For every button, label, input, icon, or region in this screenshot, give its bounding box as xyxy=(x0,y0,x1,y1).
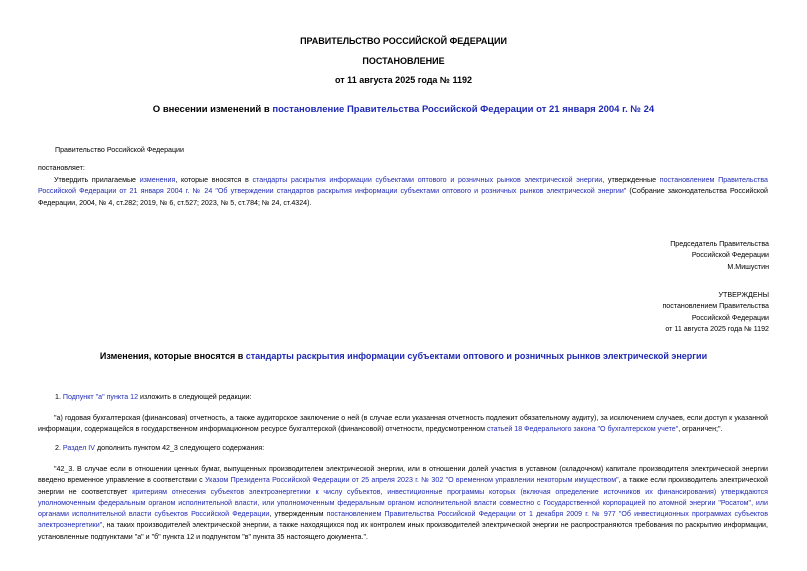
p1-text-a: Утвердить прилагаемые xyxy=(54,176,140,184)
issuer: Правительство Российской Федерации xyxy=(55,146,184,154)
approval-block xyxy=(662,290,769,335)
signature-title: Председатель Правительства xyxy=(670,240,769,248)
standards-link[interactable]: стандарты раскрытия информации субъектами оптового и розничных рынков электрической энергии xyxy=(252,176,603,184)
item-2-link[interactable]: Раздел IV xyxy=(62,444,96,452)
item-2-quote-d: , на таких производителей электрической энергии, а также находящихся под их контролем иных производителей электрической энергии не распространяются требования по раскрытию информации, установленные подпунктами "а" и "б" пункта 12 и подпунктом "в" пункта 35 настоящего документа.". xyxy=(38,521,768,541)
item-1-text: изложить в следующей редакции: xyxy=(138,393,252,401)
approval-date: от 11 августа 2025 года № 1192 xyxy=(665,324,769,333)
p1-text-d: (Собрание законодательства Российской Федерации, 2004, № 4, ст.282; 2019, № 6, ст.527; 2023, № 5, ст.784; № 24, ст.4324). xyxy=(38,187,769,207)
accounting-law-link[interactable]: статьей 18 Федерального закона "О бухгалтерском учете" xyxy=(486,425,679,434)
approval-line-2: постановлением Правительства xyxy=(662,302,769,311)
resolution-977-link[interactable]: постановлением Правительства Российской Федерации от 1 декабря 2009 г. № 977 "Об инвестиционных программах субъектов электроэнергетики" xyxy=(38,510,768,530)
signature-name: М.Мишустин xyxy=(727,262,769,271)
decree-word: постановляет: xyxy=(38,164,85,172)
item-2 xyxy=(55,443,264,454)
changes-title-prefix: Изменения, которые вносятся в xyxy=(99,351,246,361)
changes-title xyxy=(0,351,807,361)
changes-link[interactable]: изменения xyxy=(139,176,176,184)
title-link[interactable]: постановление Правительства Российской Федерации от 21 января 2004 г. № 24 xyxy=(272,104,655,115)
changes-title-link[interactable]: стандарты раскрытия информации субъектами оптового и розничных рынков электрической энергии xyxy=(245,351,708,361)
item-2-quote-a: "42_3. В случае если в отношении ценных бумаг, выпущенных производителем электрической энергии, или в отношении долей участия в уставном (складочном) капитале производителя электрической энергии введено временное управление в соответствии с xyxy=(38,465,768,485)
item-2-num: 2. xyxy=(55,444,63,452)
p1-text-c: , утвержденные xyxy=(602,176,660,184)
criteria-link[interactable]: критериям отнесения субъектов электроэнергетики к числу субъектов, инвестиционные программы которых (включая определение источников их финансирования) утверждаются уполномоченным федеральным органом исполнительной власти, или уполномоченным федеральным органом исполнительной власти совместно с Государственной корпорацией по атомной энергии "Росатом", или органами исполнительной власти субъектов Российской Федерации xyxy=(38,487,768,519)
item-1-quote-a: "а) годовая бухгалтерская (финансовая) отчетность, а также аудиторское заключение о ней (в случае если указанная отчетность подлежит обязательному аудиту), за исключением случаев, если доступ к указанной информации, содержащейся в государственном информационном ресурсе бухгалтерской (финансовой) отчетности, предусмотренном xyxy=(38,414,768,434)
p1-text-b: , которые вносятся в xyxy=(175,176,253,184)
item-2-quote xyxy=(38,464,768,543)
approval-heading: УТВЕРЖДЕНЫ xyxy=(718,291,769,299)
item-1 xyxy=(55,392,252,403)
item-1-num: 1. xyxy=(55,393,63,401)
signature-country: Российской Федерации xyxy=(691,251,769,260)
government-header: ПРАВИТЕЛЬСТВО РОССИЙСКОЙ ФЕДЕРАЦИИ xyxy=(300,36,507,46)
decree-paragraph xyxy=(38,175,768,209)
document-type: ПОСТАНОВЛЕНИЕ xyxy=(362,56,445,66)
item-1-quote-b: , ограничен;". xyxy=(678,425,723,434)
item-1-link[interactable]: Подпункт "а" пункта 12 xyxy=(62,393,139,401)
item-2-quote-c: , утвержденным xyxy=(269,510,327,519)
item-2-text: дополнить пунктом 42_3 следующего содержания: xyxy=(95,444,265,452)
title-prefix: О внесении изменений в xyxy=(152,104,273,115)
item-1-quote xyxy=(38,413,768,436)
item-2-quote-b: , а также если производитель электрической энергии не соответствует xyxy=(38,476,768,496)
approval-line-3: Российской Федерации xyxy=(691,313,769,322)
signature-block xyxy=(670,239,769,273)
document-date: от 11 августа 2025 года № 1192 xyxy=(335,75,472,85)
document-title xyxy=(0,104,807,115)
resolution-link[interactable]: постановлением Правительства Российской Федерации от 21 января 2004 г. № 24 "Об утверждении стандартов раскрытия информации субъектами оптового и розничных рынков электрической энергии" xyxy=(38,176,769,196)
decree-302-link[interactable]: Указом Президента Российской Федерации от 25 апреля 2023 г. № 302 "О временном управлении некоторым имуществом" xyxy=(205,476,619,485)
